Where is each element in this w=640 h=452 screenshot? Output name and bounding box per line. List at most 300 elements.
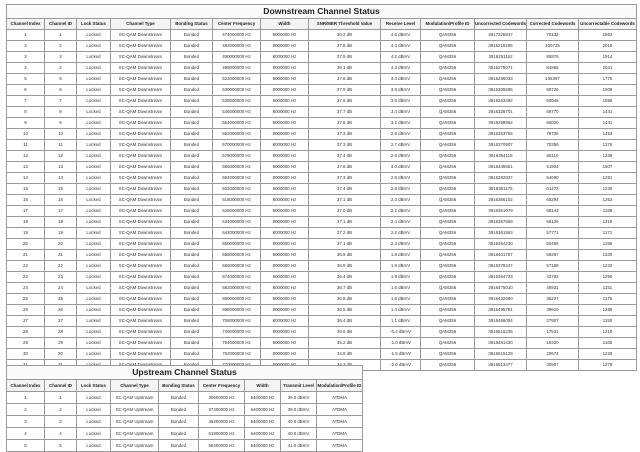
table-cell: QAM256: [421, 173, 475, 184]
table-cell: SC-QAM Downstream: [111, 338, 171, 349]
table-cell: 30: [45, 349, 77, 360]
table-cell: 8000000 Hz: [261, 96, 309, 107]
table-cell: 40.0 dBmV: [281, 416, 317, 428]
table-cell: -0.4 dBmV: [381, 327, 421, 338]
table-cell: Locked: [77, 173, 111, 184]
us-column-header: Width: [245, 380, 281, 392]
table-cell: 570000000 Hz: [213, 140, 261, 151]
table-cell: SC-QAM Downstream: [111, 85, 171, 96]
table-cell: 5: [7, 440, 45, 452]
table-cell: SC-QAM Upstream: [111, 428, 159, 440]
table-cell: 674000000 Hz: [213, 272, 261, 283]
table-cell: 14: [45, 173, 77, 184]
table-cell: 8000000 Hz: [261, 305, 309, 316]
table-cell: 3.5 dBmV: [381, 96, 421, 107]
table-cell: 5: [45, 74, 77, 85]
table-cell: QAM256: [421, 140, 475, 151]
table-cell: 3916353755: [475, 129, 527, 140]
table-cell: QAM256: [421, 129, 475, 140]
table-cell: -1.0 dBmV: [381, 338, 421, 349]
table-cell: SC-QAM Downstream: [111, 140, 171, 151]
table-cell: 1776: [579, 74, 637, 85]
table-cell: 1: [45, 392, 77, 404]
table-cell: 3.0 dBmV: [381, 162, 421, 173]
table-cell: 1330: [579, 250, 637, 261]
table-cell: Bonded: [171, 272, 213, 283]
table-cell: 18: [45, 217, 77, 228]
table-cell: 51800000 Hz: [199, 428, 245, 440]
table-cell: Locked: [77, 250, 111, 261]
table-cell: 2: [45, 404, 77, 416]
table-cell: QAM256: [421, 41, 475, 52]
table-cell: 3916219295: [475, 41, 527, 52]
table-cell: 1893: [579, 30, 637, 41]
table-cell: 8000000 Hz: [261, 228, 309, 239]
table-cell: 1151: [579, 283, 637, 294]
table-cell: 8000000 Hz: [261, 173, 309, 184]
table-cell: 37.4 dB: [309, 151, 381, 162]
table-cell: 2.8 dBmV: [381, 151, 421, 162]
table-cell: 2.7 dBmV: [381, 140, 421, 151]
table-row: [7, 41, 637, 52]
table-cell: 1.9 dBmV: [381, 272, 421, 283]
table-cell: 14: [7, 173, 45, 184]
table-row: [7, 162, 637, 173]
table-cell: Bonded: [171, 129, 213, 140]
table-cell: 11: [7, 140, 45, 151]
table-cell: Locked: [77, 338, 111, 349]
table-cell: 3.8 dBmV: [381, 85, 421, 96]
table-cell: 3916432690: [475, 294, 527, 305]
table-cell: Locked: [77, 52, 111, 63]
table-cell: Bonded: [159, 440, 199, 452]
table-cell: 100725: [527, 41, 579, 52]
table-cell: 8000000 Hz: [261, 316, 309, 327]
table-cell: 474000000 Hz: [213, 30, 261, 41]
us-column-header: Channel ID: [45, 380, 77, 392]
table-cell: Bonded: [171, 85, 213, 96]
table-cell: 22: [7, 261, 45, 272]
upstream-body: [7, 392, 363, 452]
table-cell: SC-QAM Upstream: [111, 404, 159, 416]
table-cell: 30600000 Hz: [199, 392, 245, 404]
table-cell: 38.1 dB: [309, 63, 381, 74]
table-cell: 65020: [527, 118, 579, 129]
table-cell: Locked: [77, 195, 111, 206]
table-cell: 1176: [579, 294, 637, 305]
table-cell: 37.9 dB: [309, 85, 381, 96]
table-cell: 68726: [527, 85, 579, 96]
table-cell: 1.8 dBmV: [381, 250, 421, 261]
table-cell: 3: [7, 416, 45, 428]
us-column-header: Lock Status: [77, 380, 111, 392]
table-cell: Bonded: [171, 294, 213, 305]
table-cell: 8000000 Hz: [261, 107, 309, 118]
table-cell: 19: [7, 228, 45, 239]
table-cell: SC-QAM Upstream: [111, 416, 159, 428]
table-cell: Bonded: [171, 52, 213, 63]
table-cell: Bonded: [159, 404, 199, 416]
table-cell: 3916361563: [475, 228, 527, 239]
table-cell: 3916256033: [475, 74, 527, 85]
table-cell: 36.4 dB: [309, 272, 381, 283]
table-cell: QAM256: [421, 74, 475, 85]
table-cell: 2: [7, 404, 45, 416]
table-cell: Bonded: [171, 261, 213, 272]
table-cell: 4: [7, 428, 45, 440]
table-cell: 26: [45, 305, 77, 316]
table-cell: Locked: [77, 74, 111, 85]
table-cell: 64690: [527, 173, 579, 184]
table-cell: QAM256: [421, 360, 475, 371]
table-cell: 3916401757: [475, 250, 527, 261]
table-cell: 17531: [527, 327, 579, 338]
table-cell: 37.1 dB: [309, 217, 381, 228]
table-cell: 59287: [527, 250, 579, 261]
table-cell: Locked: [77, 440, 111, 452]
table-cell: Bonded: [171, 63, 213, 74]
table-cell: 3917326837: [475, 30, 527, 41]
table-cell: 4: [45, 63, 77, 74]
table-cell: 39.0 dBmV: [281, 392, 317, 404]
table-cell: 8000000 Hz: [261, 30, 309, 41]
table-cell: SC-QAM Downstream: [111, 250, 171, 261]
table-cell: 1198: [579, 206, 637, 217]
table-cell: 29: [45, 338, 77, 349]
table-cell: Locked: [77, 184, 111, 195]
table-cell: Bonded: [159, 392, 199, 404]
table-cell: 3916251162: [475, 52, 527, 63]
table-cell: 546000000 Hz: [213, 107, 261, 118]
table-cell: SC-QAM Downstream: [111, 118, 171, 129]
ds-column-header: SNR/MER Threshold Value: [309, 19, 381, 30]
table-cell: 3916366102: [475, 195, 527, 206]
table-cell: 37.2 dB: [309, 228, 381, 239]
table-cell: 8000000 Hz: [261, 294, 309, 305]
table-row: [7, 416, 363, 428]
table-row: [7, 428, 363, 440]
table-cell: Bonded: [171, 173, 213, 184]
table-cell: SC-QAM Downstream: [111, 30, 171, 41]
table-cell: 8000000 Hz: [261, 349, 309, 360]
table-cell: 4: [45, 428, 77, 440]
table-row: [7, 392, 363, 404]
table-cell: SC-QAM Downstream: [111, 305, 171, 316]
table-cell: Bonded: [171, 305, 213, 316]
table-cell: QAM256: [421, 305, 475, 316]
table-row: [7, 96, 637, 107]
table-cell: Locked: [77, 118, 111, 129]
table-cell: 20: [45, 239, 77, 250]
table-cell: Bonded: [171, 228, 213, 239]
table-cell: 1453: [579, 129, 637, 140]
table-cell: 4.5 dBmV: [381, 30, 421, 41]
table-cell: 8000000 Hz: [261, 63, 309, 74]
table-cell: SC-QAM Downstream: [111, 74, 171, 85]
table-row: [7, 305, 637, 316]
table-cell: 66770: [527, 107, 579, 118]
table-cell: 754000000 Hz: [213, 338, 261, 349]
table-cell: 24: [7, 283, 45, 294]
table-cell: Locked: [77, 206, 111, 217]
table-cell: 746000000 Hz: [213, 327, 261, 338]
table-cell: 498000000 Hz: [213, 63, 261, 74]
upstream-title: Upstream Channel Status: [6, 365, 363, 379]
table-cell: 15: [7, 184, 45, 195]
table-cell: 650000000 Hz: [213, 239, 261, 250]
table-cell: -2.0 dBmV: [381, 360, 421, 371]
table-cell: Bonded: [171, 206, 213, 217]
table-cell: 482000000 Hz: [213, 41, 261, 52]
table-cell: SC-QAM Downstream: [111, 96, 171, 107]
table-cell: 1914: [579, 52, 637, 63]
table-cell: SC-QAM Downstream: [111, 63, 171, 74]
table-cell: 17: [7, 206, 45, 217]
table-cell: 22: [45, 261, 77, 272]
table-cell: 1339: [579, 151, 637, 162]
table-cell: 1319: [579, 217, 637, 228]
table-cell: Bonded: [171, 195, 213, 206]
table-cell: QAM256: [421, 239, 475, 250]
table-cell: 18: [7, 217, 45, 228]
table-cell: 1291: [579, 173, 637, 184]
table-cell: QAM256: [421, 118, 475, 129]
table-cell: Bonded: [171, 107, 213, 118]
table-row: [7, 206, 637, 217]
table-cell: 37.6 dB: [309, 96, 381, 107]
table-cell: QAM256: [421, 261, 475, 272]
table-cell: 4.3 dBmV: [381, 63, 421, 74]
table-cell: 1.9 dBmV: [381, 261, 421, 272]
table-cell: 8000000 Hz: [261, 283, 309, 294]
table-cell: 1229: [579, 349, 637, 360]
table-row: [7, 74, 637, 85]
table-cell: Locked: [77, 41, 111, 52]
table-cell: QAM256: [421, 316, 475, 327]
table-cell: 37.3 dB: [309, 140, 381, 151]
table-row: [7, 52, 637, 63]
table-cell: 6400000 Hz: [245, 416, 281, 428]
table-row: [7, 173, 637, 184]
table-row: [7, 404, 363, 416]
table-cell: 1290: [579, 272, 637, 283]
table-cell: Bonded: [171, 140, 213, 151]
table-cell: 36.2 dB: [309, 30, 381, 41]
table-cell: SC-QAM Downstream: [111, 195, 171, 206]
table-cell: SC-QAM Downstream: [111, 228, 171, 239]
table-cell: 1441: [579, 107, 637, 118]
table-cell: 10: [7, 129, 45, 140]
table-cell: 554000000 Hz: [213, 118, 261, 129]
table-cell: 762000000 Hz: [213, 349, 261, 360]
table-cell: 8000000 Hz: [261, 52, 309, 63]
table-cell: Locked: [77, 217, 111, 228]
table-cell: QAM256: [421, 63, 475, 74]
table-cell: 3916367659: [475, 217, 527, 228]
table-cell: QAM256: [421, 195, 475, 206]
table-cell: SC-QAM Downstream: [111, 327, 171, 338]
table-cell: QAM256: [421, 30, 475, 41]
table-cell: 37.7 dB: [309, 107, 381, 118]
table-cell: 2.2 dBmV: [381, 206, 421, 217]
table-cell: 68143: [527, 206, 579, 217]
table-cell: 522000000 Hz: [213, 74, 261, 85]
table-cell: 3916516235: [475, 327, 527, 338]
table-cell: 3916275071: [475, 63, 527, 74]
table-row: [7, 283, 637, 294]
table-cell: 8: [7, 107, 45, 118]
table-cell: ATDMA: [317, 404, 363, 416]
table-cell: 24: [45, 283, 77, 294]
table-cell: 1195: [579, 239, 637, 250]
table-cell: Bonded: [159, 416, 199, 428]
table-cell: 23: [7, 272, 45, 283]
ds-column-header: Center Frequency: [213, 19, 261, 30]
us-column-header: Transmit Level: [281, 380, 317, 392]
table-cell: 25: [45, 294, 77, 305]
table-cell: 17: [45, 206, 77, 217]
table-cell: 37.1 dB: [309, 195, 381, 206]
table-cell: 36.9 dB: [309, 250, 381, 261]
table-cell: SC-QAM Downstream: [111, 239, 171, 250]
table-cell: 8000000 Hz: [261, 151, 309, 162]
table-cell: SC-QAM Downstream: [111, 261, 171, 272]
table-cell: 70356: [527, 140, 579, 151]
ds-column-header: Corrected Codewords: [527, 19, 579, 30]
table-cell: 6400000 Hz: [245, 440, 281, 452]
ds-column-header: Uncorrectable Codewords: [579, 19, 637, 30]
table-cell: 23: [45, 272, 77, 283]
table-row: [7, 129, 637, 140]
table-cell: Bonded: [171, 30, 213, 41]
table-cell: Locked: [77, 272, 111, 283]
table-row: [7, 217, 637, 228]
table-cell: QAM256: [421, 283, 475, 294]
table-cell: Bonded: [171, 327, 213, 338]
table-cell: Bonded: [171, 184, 213, 195]
table-cell: 4.2 dBmV: [381, 52, 421, 63]
table-cell: 8000000 Hz: [261, 338, 309, 349]
table-row: [7, 316, 637, 327]
table-cell: 36.5 dB: [309, 305, 381, 316]
table-cell: Bonded: [171, 162, 213, 173]
table-cell: Bonded: [171, 96, 213, 107]
table-cell: 626000000 Hz: [213, 206, 261, 217]
table-cell: 26: [7, 305, 45, 316]
table-cell: 3916364230: [475, 239, 527, 250]
table-cell: SC-QAM Downstream: [111, 162, 171, 173]
table-cell: 8000000 Hz: [261, 140, 309, 151]
table-cell: QAM256: [421, 151, 475, 162]
table-cell: 490000000 Hz: [213, 52, 261, 63]
table-cell: SC-QAM Downstream: [111, 129, 171, 140]
table-cell: 8000000 Hz: [261, 239, 309, 250]
table-cell: Bonded: [171, 250, 213, 261]
table-cell: 562000000 Hz: [213, 129, 261, 140]
table-cell: 3.4 dBmV: [381, 107, 421, 118]
table-row: [7, 151, 637, 162]
table-cell: Locked: [77, 30, 111, 41]
table-cell: Locked: [77, 392, 111, 404]
table-cell: Bonded: [171, 74, 213, 85]
table-cell: 4: [7, 63, 45, 74]
table-cell: 4.3 dBmV: [381, 41, 421, 52]
table-cell: 2.4 dBmV: [381, 217, 421, 228]
table-cell: 3: [45, 52, 77, 63]
table-cell: 8000000 Hz: [261, 327, 309, 338]
table-cell: SC-QAM Downstream: [111, 316, 171, 327]
table-cell: SC-QAM Downstream: [111, 151, 171, 162]
table-cell: 5: [45, 440, 77, 452]
table-cell: 658000000 Hz: [213, 250, 261, 261]
table-cell: 1279: [579, 360, 637, 371]
table-cell: 57189: [527, 261, 579, 272]
table-cell: 1607: [579, 162, 637, 173]
table-cell: 1171: [579, 228, 637, 239]
table-cell: 3916354118: [475, 151, 527, 162]
table-cell: 36.7 dB: [309, 283, 381, 294]
table-cell: QAM256: [421, 52, 475, 63]
table-cell: 41.0 dBmV: [281, 440, 317, 452]
table-cell: 8: [45, 107, 77, 118]
table-cell: 1262: [579, 195, 637, 206]
table-cell: 20: [7, 239, 45, 250]
table-cell: 2018: [579, 41, 637, 52]
table-cell: Bonded: [171, 338, 213, 349]
table-row: [7, 327, 637, 338]
table-cell: Bonded: [171, 217, 213, 228]
table-cell: 602000000 Hz: [213, 184, 261, 195]
table-cell: QAM256: [421, 107, 475, 118]
table-cell: Locked: [77, 327, 111, 338]
table-cell: 698000000 Hz: [213, 305, 261, 316]
table-cell: 2.3 dBmV: [381, 195, 421, 206]
table-cell: Locked: [77, 107, 111, 118]
table-row: [7, 184, 637, 195]
table-row: [7, 30, 637, 41]
table-cell: 690000000 Hz: [213, 294, 261, 305]
ds-column-header: Width: [261, 19, 309, 30]
table-cell: 27: [7, 316, 45, 327]
table-cell: 2: [45, 41, 77, 52]
table-cell: QAM256: [421, 349, 475, 360]
table-cell: 12: [45, 151, 77, 162]
table-cell: 27907: [527, 316, 579, 327]
table-cell: 8000000 Hz: [261, 250, 309, 261]
table-cell: 37.6 dB: [309, 74, 381, 85]
table-cell: ATDMA: [317, 440, 363, 452]
table-cell: 8000000 Hz: [261, 162, 309, 173]
table-cell: 6400000 Hz: [245, 392, 281, 404]
downstream-header-row: [7, 19, 637, 30]
table-cell: 70132: [527, 30, 579, 41]
table-cell: 634000000 Hz: [213, 217, 261, 228]
table-cell: SC-QAM Downstream: [111, 52, 171, 63]
table-cell: 1288: [579, 305, 637, 316]
table-cell: 84965: [527, 63, 579, 74]
table-cell: Bonded: [159, 428, 199, 440]
table-cell: Locked: [77, 151, 111, 162]
table-cell: Locked: [77, 305, 111, 316]
table-cell: 28: [7, 327, 45, 338]
table-cell: 594000000 Hz: [213, 173, 261, 184]
table-cell: 8000000 Hz: [261, 195, 309, 206]
table-cell: 1558: [579, 96, 637, 107]
table-cell: 61472: [527, 184, 579, 195]
table-cell: SC-QAM Downstream: [111, 217, 171, 228]
table-cell: 3916378247: [475, 261, 527, 272]
table-cell: 39.0 dBmV: [281, 404, 317, 416]
